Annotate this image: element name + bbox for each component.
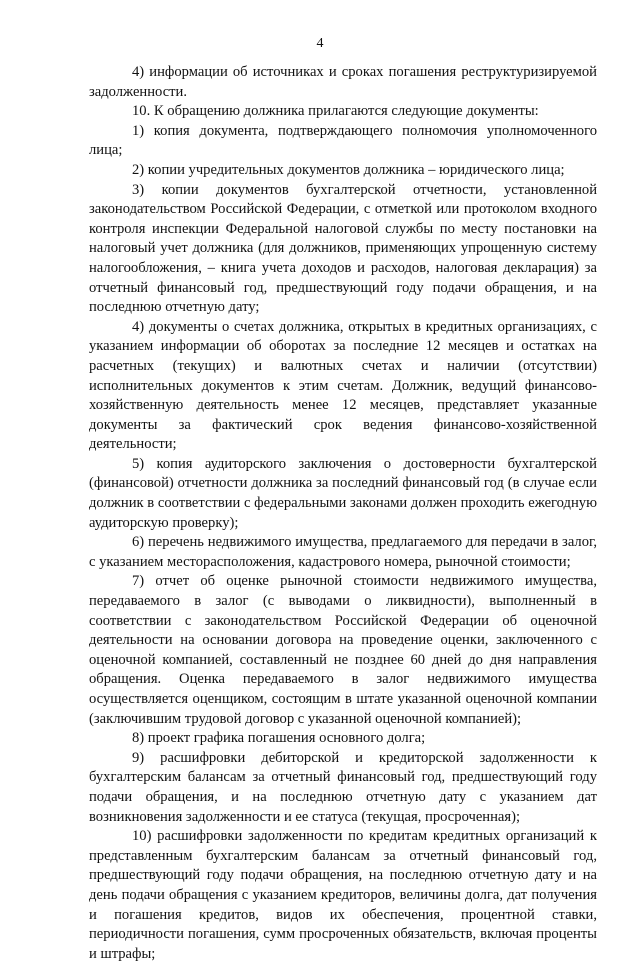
paragraph-item-3-accounting-docs: 3) копии документов бухгалтерской отчетности, установленной законодательством Российской Федерации, с отметкой или протоколом входного контроля инспекции Федеральной налоговой службы по месту постановки на налоговый учет должника (для должников, применяющих упрощенную систему налогообложения, – книга учета доходов и расходов, налоговая декларация) за отчетный финансовый год, предшествующий году подачи обращения, и на последнюю отчетную дату; <box>89 181 597 316</box>
paragraph-item-2-founding-docs: 2) копии учредительных документов должника – юридического лица; <box>132 161 565 178</box>
page-number: 4 <box>316 36 324 51</box>
paragraph-item-4-info-sources: 4) информации об источниках и сроках погашения реструктуризируемой задолженности. <box>89 64 597 100</box>
paragraph-item-4-bank-accounts: 4) документы о счетах должника, открытых в кредитных организациях, с указанием информации об оборотах за последние 12 месяцев и остатках на расчетных (текущих) и валютных счетах и наличии (отсутствии) исполнительных документов к этим счетам. Должник, ведущий финансово-хозяйственную деятельность менее 12 месяцев, представляет указанные документы за фактический срок ведения финансово-хозяйственной деятельности; <box>89 318 597 453</box>
paragraph-item-7-valuation-report: 7) отчет об оценке рыночной стоимости недвижимого имущества, передаваемого в залог (с выводами о ликвидности), выполненный в соответствии с законодательством Российской Федерации об оценочной деятельности на основании договора на проведение оценки, заключенного с оценочной компанией, составленный не позднее 60 дней до дня направления обращения. Оценка передаваемого в залог недвижимого имущества осуществляется оценщиком, состоящим в штате указанной оценочной компании (заключившим трудовой договор с указанной оценочной компанией); <box>89 573 597 727</box>
paragraph-item-6-real-estate-list: 6) перечень недвижимого имущества, предлагаемого для передачи в залог, с указанием месторасположения, кадастрового номера, рыночной стоимости; <box>89 534 597 570</box>
paragraph-item-9-receivables-payables: 9) расшифровки дебиторской и кредиторской задолженности к бухгалтерским балансам за отчетный финансовый год, предшествующий году подачи обращения, и на последнюю отчетную дату с указанием дат возникновения задолженности и ее статуса (текущая, просроченная); <box>89 749 597 825</box>
paragraph-item-1-authority-copy: 1) копия документа, подтверждающего полномочия уполномоченного лица; <box>89 122 597 159</box>
paragraph-item-5-audit-report: 5) копия аудиторского заключения о достоверности бухгалтерской (финансовой) отчетности должника за последний финансовый год (в случае если должник в соответствии с федеральными законами должен проходить ежегодную аудиторскую проверку); <box>89 455 597 531</box>
paragraph-item-8-repayment-schedule: 8) проект графика погашения основного долга; <box>132 730 426 747</box>
document-body <box>89 63 597 964</box>
paragraph-item-10-loan-debts: 10) расшифровки задолженности по кредитам кредитных организаций к представленным бухгалтерским балансам за отчетный финансовый год, предшествующий году подачи обращения, на последнюю отчетную дату и на день подачи обращения с указанием кредиторов, величины долга, дат получения и погашения кредитов, видов их обеспечения, процентной ставки, периодичности погашения, сумм просроченных обязательств, включая проценты и штрафы; <box>89 828 597 962</box>
paragraph-section-10-heading: 10. К обращению должника прилагаются следующие документы: <box>132 103 539 120</box>
